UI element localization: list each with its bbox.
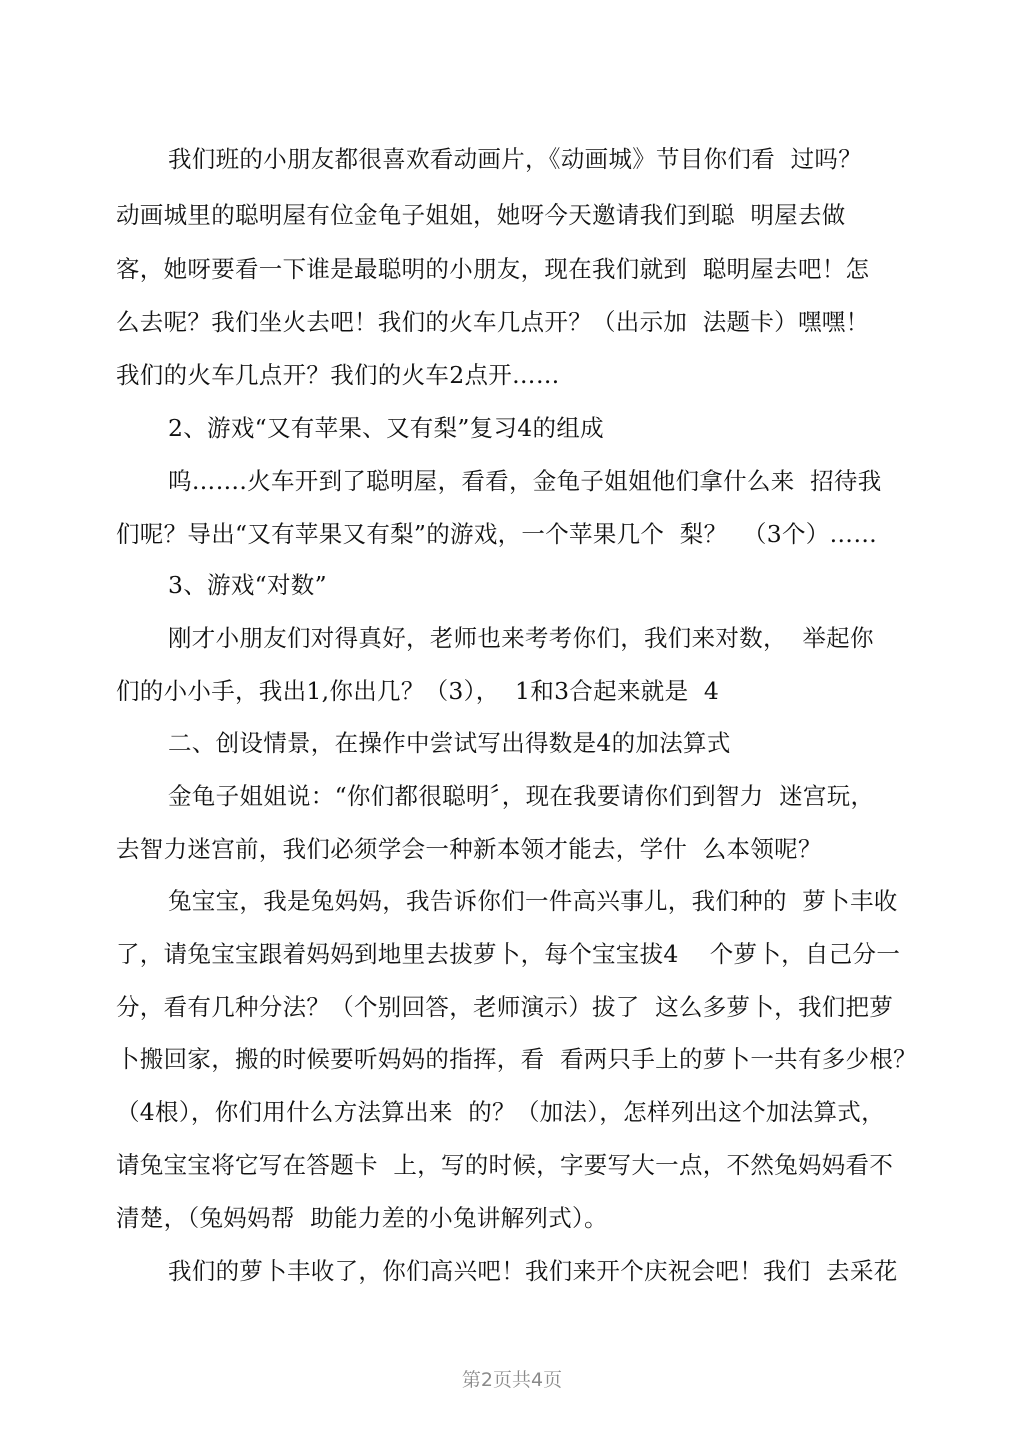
- paragraph-line-4: 么去呢？我们坐火去吧！我们的火车几点开？（出示加 法题卡）嘿嘿！: [116, 308, 870, 336]
- paragraph-line-22: 我们的萝卜丰收了，你们高兴吧！我们来开个庆祝会吧！我们 去采花: [168, 1257, 898, 1285]
- paragraph-line-14: 去智力迷宫前，我们必须学会一种新本领才能去，学什 么本领呢？: [116, 835, 822, 863]
- paragraph-line-19: （4根），你们用什么方法算出来 的？（加法），怎样列出这个加法算式，: [116, 1098, 885, 1126]
- section-heading-game-2: 2、游戏“又有苹果、又有梨”复习4的组成: [168, 414, 604, 442]
- paragraph-line-1: 我们班的小朋友都很喜欢看动画片，《动画城》节目你们看 过吗？: [168, 145, 862, 173]
- paragraph-line-16: 了，请兔宝宝跟着妈妈到地里去拔萝卜，每个宝宝拔4 个萝卜，自己分一: [116, 940, 901, 968]
- paragraph-line-13: 金龟子姐姐说：“你们都很聪明〞，现在我要请你们到智力 迷宫玩，: [168, 782, 875, 810]
- paragraph-line-21: 清楚，（兔妈妈帮 助能力差的小兔讲解列式）。: [116, 1204, 608, 1232]
- page-number-footer: 第2页共4页: [461, 1369, 563, 1391]
- paragraph-line-15: 兔宝宝，我是兔妈妈，我告诉你们一件高兴事儿，我们种的 萝卜丰收: [168, 887, 898, 915]
- paragraph-line-18: 卜搬回家，搬的时候要听妈妈的指挥，看 看两只手上的萝卜一共有多少根？: [116, 1045, 917, 1073]
- paragraph-line-2: 动画城里的聪明屋有位金龟子姐姐，她呀今天邀请我们到聪 明屋去做: [116, 201, 846, 229]
- section-heading-game-3: 3、游戏“对数”: [168, 571, 327, 599]
- section-heading-part-2: 二、创设情景，在操作中尝试写出得数是4的加法算式: [168, 729, 731, 757]
- paragraph-line-3: 客，她呀要看一下谁是最聪明的小朋友，现在我们就到 聪明屋去吧！怎: [116, 255, 870, 283]
- paragraph-line-10: 刚才小朋友们对得真好，老师也来考考你们，我们来对数， 举起你: [168, 624, 874, 652]
- paragraph-line-11: 们的小小手，我出1,你出几？（3）， 1和3合起来就是 4: [116, 677, 720, 705]
- paragraph-line-7: 呜…….火车开到了聪明屋，看看，金龟子姐姐他们拿什么来 招待我: [168, 467, 882, 495]
- paragraph-line-17: 分，看有几种分法？（个别回答，老师演示）拔了 这么多萝卜，我们把萝: [116, 993, 894, 1021]
- paragraph-line-5: 我们的火车几点开？我们的火车2点开……: [116, 361, 560, 389]
- paragraph-line-20: 请兔宝宝将它写在答题卡 上，写的时候，字要写大一点，不然兔妈妈看不: [116, 1151, 894, 1179]
- paragraph-line-8: 们呢？导出“又有苹果又有梨”的游戏，一个苹果几个 梨？ （3个）……: [116, 520, 878, 548]
